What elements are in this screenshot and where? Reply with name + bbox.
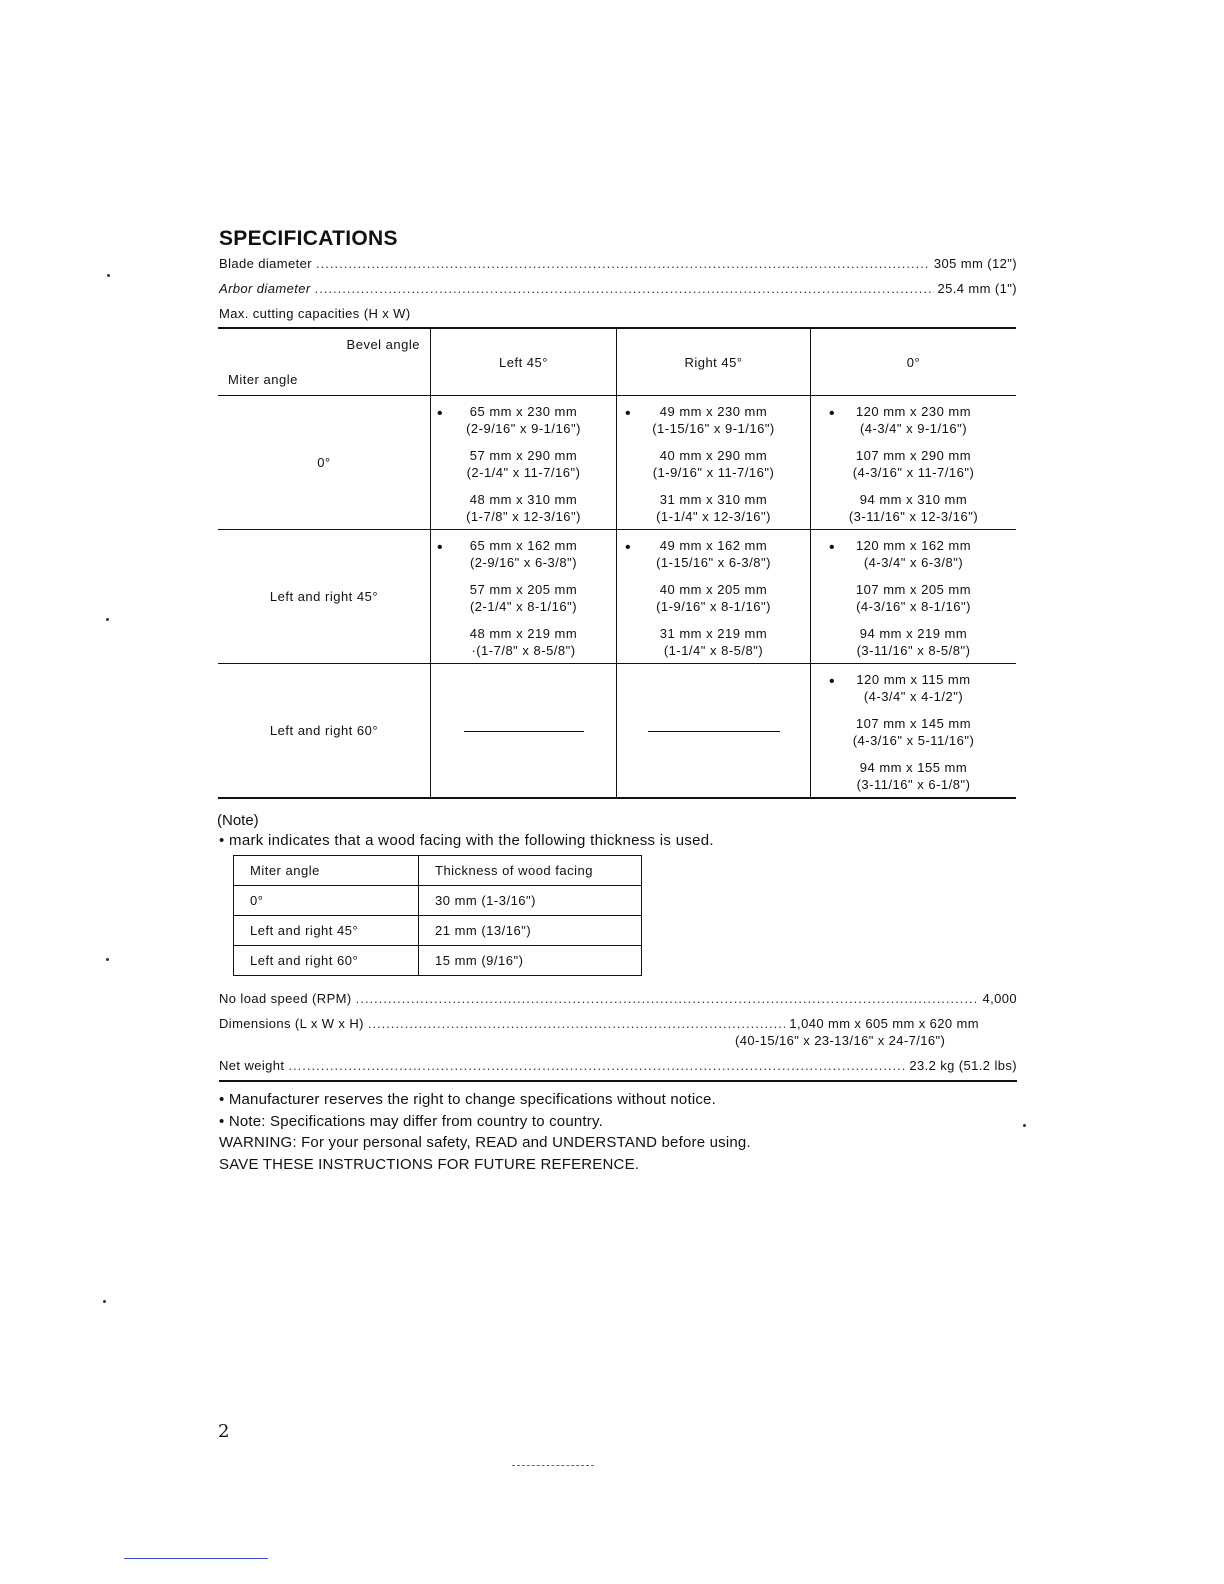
page-title: SPECIFICATIONS	[219, 227, 398, 250]
metric-value: 120 mm x 162 mm	[855, 538, 972, 553]
net-weight-row	[219, 1058, 1017, 1073]
col-header-left45: Left 45°	[431, 328, 617, 396]
metric-value: 94 mm x 219 mm	[859, 626, 968, 641]
note-text: • mark indicates that a wood facing with the following thickness is used.	[219, 832, 714, 849]
metric-value: 65 mm x 230 mm	[469, 404, 578, 419]
table-cell-empty	[617, 664, 811, 799]
table-cell	[431, 530, 617, 664]
table-row	[234, 886, 642, 916]
leader-dots	[288, 1058, 905, 1073]
arbor-diameter-row	[219, 281, 1017, 296]
imperial-value: (3-11/16" x 6-1/8")	[856, 777, 971, 792]
header-thickness: Thickness of wood facing	[419, 856, 642, 886]
capacity-header-row	[218, 328, 1016, 396]
scan-speck	[1023, 1124, 1026, 1127]
leader-dots	[315, 281, 934, 296]
imperial-value: (1-15/16" x 9-1/16")	[652, 421, 775, 436]
table-row	[218, 396, 1016, 530]
metric-value: 40 mm x 205 mm	[659, 582, 768, 597]
metric-value: 57 mm x 205 mm	[469, 582, 578, 597]
table-cell	[811, 530, 1017, 664]
country-note: • Note: Specifications may differ from country to country.	[219, 1113, 603, 1130]
metric-value: 57 mm x 290 mm	[469, 448, 578, 463]
metric-value: 49 mm x 162 mm	[659, 538, 768, 553]
arbor-diameter-value: 25.4 mm (1")	[937, 281, 1017, 296]
table-row	[234, 916, 642, 946]
net-weight-label: Net weight	[219, 1058, 285, 1073]
page-number: 2	[218, 1421, 230, 1442]
miter-angle-cell: 0°	[234, 886, 419, 916]
leader-dots	[316, 256, 930, 271]
col-header-0deg: 0°	[811, 328, 1017, 396]
imperial-value: (4-3/4" x 6-3/8")	[863, 555, 964, 570]
bullet-mark-icon: •	[625, 539, 632, 556]
scan-speck	[107, 274, 110, 277]
table-cell-empty	[431, 664, 617, 799]
metric-value: 31 mm x 310 mm	[659, 492, 768, 507]
imperial-value: (2-9/16" x 6-3/8")	[469, 555, 578, 570]
metric-value: 48 mm x 310 mm	[469, 492, 578, 507]
blade-diameter-label: Blade diameter	[219, 256, 313, 271]
wood-facing-table	[233, 855, 642, 976]
metric-value: 120 mm x 115 mm	[856, 672, 971, 687]
bullet-mark-icon: •	[829, 405, 836, 422]
table-cell	[617, 530, 811, 664]
table-row	[234, 946, 642, 976]
bullet-mark-icon: •	[829, 539, 836, 556]
bullet-mark-icon: •	[625, 405, 632, 422]
max-cutting-label: Max. cutting capacities (H x W)	[219, 306, 411, 321]
row-label: Left and right 60°	[218, 664, 431, 799]
metric-value: 94 mm x 310 mm	[859, 492, 968, 507]
scan-speck	[103, 1300, 106, 1303]
metric-value: 31 mm x 219 mm	[659, 626, 768, 641]
imperial-value: (2-1/4" x 8-1/16")	[469, 599, 578, 614]
bevel-angle-label: Bevel angle	[346, 337, 420, 352]
imperial-value: (3-11/16" x 8-5/8")	[856, 643, 971, 658]
miter-angle-label: Miter angle	[228, 372, 298, 387]
imperial-value: (1-9/16" x 8-1/16")	[656, 599, 771, 614]
scan-mark	[512, 1465, 594, 1466]
leader-dots	[368, 1016, 786, 1031]
not-applicable-dash	[464, 731, 584, 732]
bullet-mark-icon: •	[437, 405, 444, 422]
blade-diameter-value: 305 mm (12")	[933, 256, 1017, 271]
header-miter-angle: Miter angle	[234, 856, 419, 886]
table-header-row	[234, 856, 642, 886]
dimensions-row	[219, 1016, 979, 1031]
note-heading: (Note)	[217, 812, 259, 829]
bullet-mark-icon: •	[829, 673, 836, 690]
no-load-speed-label: No load speed (RPM)	[219, 991, 352, 1006]
imperial-value: ·(1-7/8" x 8-5/8")	[471, 643, 576, 658]
net-weight-value: 23.2 kg (51.2 lbs)	[909, 1058, 1017, 1073]
imperial-value: (2-1/4" x 11-7/16")	[466, 465, 581, 480]
row-label: Left and right 45°	[218, 530, 431, 664]
imperial-value: (1-9/16" x 11-7/16")	[652, 465, 775, 480]
miter-angle-cell: Left and right 45°	[234, 916, 419, 946]
divider	[219, 1080, 1017, 1082]
corner-cell	[218, 328, 431, 396]
table-cell	[811, 396, 1017, 530]
imperial-value: (4-3/16" x 5-11/16")	[852, 733, 975, 748]
dimensions-label: Dimensions (L x W x H)	[219, 1016, 364, 1031]
bottom-underline	[124, 1558, 268, 1559]
imperial-value: (1-7/8" x 12-3/16")	[466, 509, 581, 524]
miter-angle-cell: Left and right 60°	[234, 946, 419, 976]
table-cell	[811, 664, 1017, 799]
thickness-cell: 30 mm (1-3/16")	[419, 886, 642, 916]
bullet-mark-icon: •	[437, 539, 444, 556]
thickness-cell: 15 mm (9/16")	[419, 946, 642, 976]
imperial-value: (4-3/4" x 9-1/16")	[859, 421, 968, 436]
metric-value: 40 mm x 290 mm	[659, 448, 768, 463]
dimensions-value: 1,040 mm x 605 mm x 620 mm	[789, 1016, 979, 1031]
dimensions-imperial-value: (40-15/16" x 23-13/16" x 24-7/16")	[735, 1033, 946, 1048]
row-label: 0°	[218, 396, 431, 530]
no-load-speed-value: 4,000	[982, 991, 1017, 1006]
scan-speck	[106, 958, 109, 961]
metric-value: 120 mm x 230 mm	[855, 404, 972, 419]
thickness-cell: 21 mm (13/16")	[419, 916, 642, 946]
blade-diameter-row	[219, 256, 1017, 271]
imperial-value: (1-1/4" x 8-5/8")	[663, 643, 764, 658]
manufacturer-notice: • Manufacturer reserves the right to change specifications without notice.	[219, 1091, 716, 1108]
capacity-table	[218, 327, 1016, 799]
imperial-value: (4-3/16" x 8-1/16")	[856, 599, 971, 614]
scan-speck	[106, 618, 109, 621]
metric-value: 49 mm x 230 mm	[659, 404, 768, 419]
no-load-speed-row	[219, 991, 1017, 1006]
not-applicable-dash	[648, 731, 780, 732]
imperial-value: (4-3/4" x 4-1/2")	[863, 689, 964, 704]
col-header-right45: Right 45°	[617, 328, 811, 396]
metric-value: 107 mm x 145 mm	[855, 716, 972, 731]
warning-text: WARNING: For your personal safety, READ and UNDERSTAND before using.	[219, 1134, 751, 1151]
imperial-value: (3-11/16" x 12-3/16")	[848, 509, 979, 524]
table-cell	[617, 396, 811, 530]
table-row	[218, 530, 1016, 664]
save-instructions-text: SAVE THESE INSTRUCTIONS FOR FUTURE REFERENCE.	[219, 1156, 640, 1173]
table-row	[218, 664, 1016, 799]
imperial-value: (2-9/16" x 9-1/16")	[466, 421, 581, 436]
metric-value: 107 mm x 205 mm	[855, 582, 972, 597]
imperial-value: (4-3/16" x 11-7/16")	[852, 465, 975, 480]
imperial-value: (1-15/16" x 6-3/8")	[656, 555, 771, 570]
metric-value: 94 mm x 155 mm	[859, 760, 968, 775]
metric-value: 107 mm x 290 mm	[855, 448, 972, 463]
metric-value: 48 mm x 219 mm	[469, 626, 578, 641]
leader-dots	[356, 991, 979, 1006]
imperial-value: (1-1/4" x 12-3/16")	[656, 509, 771, 524]
metric-value: 65 mm x 162 mm	[469, 538, 578, 553]
arbor-diameter-label: Arbor diameter	[219, 281, 311, 296]
table-cell	[431, 396, 617, 530]
